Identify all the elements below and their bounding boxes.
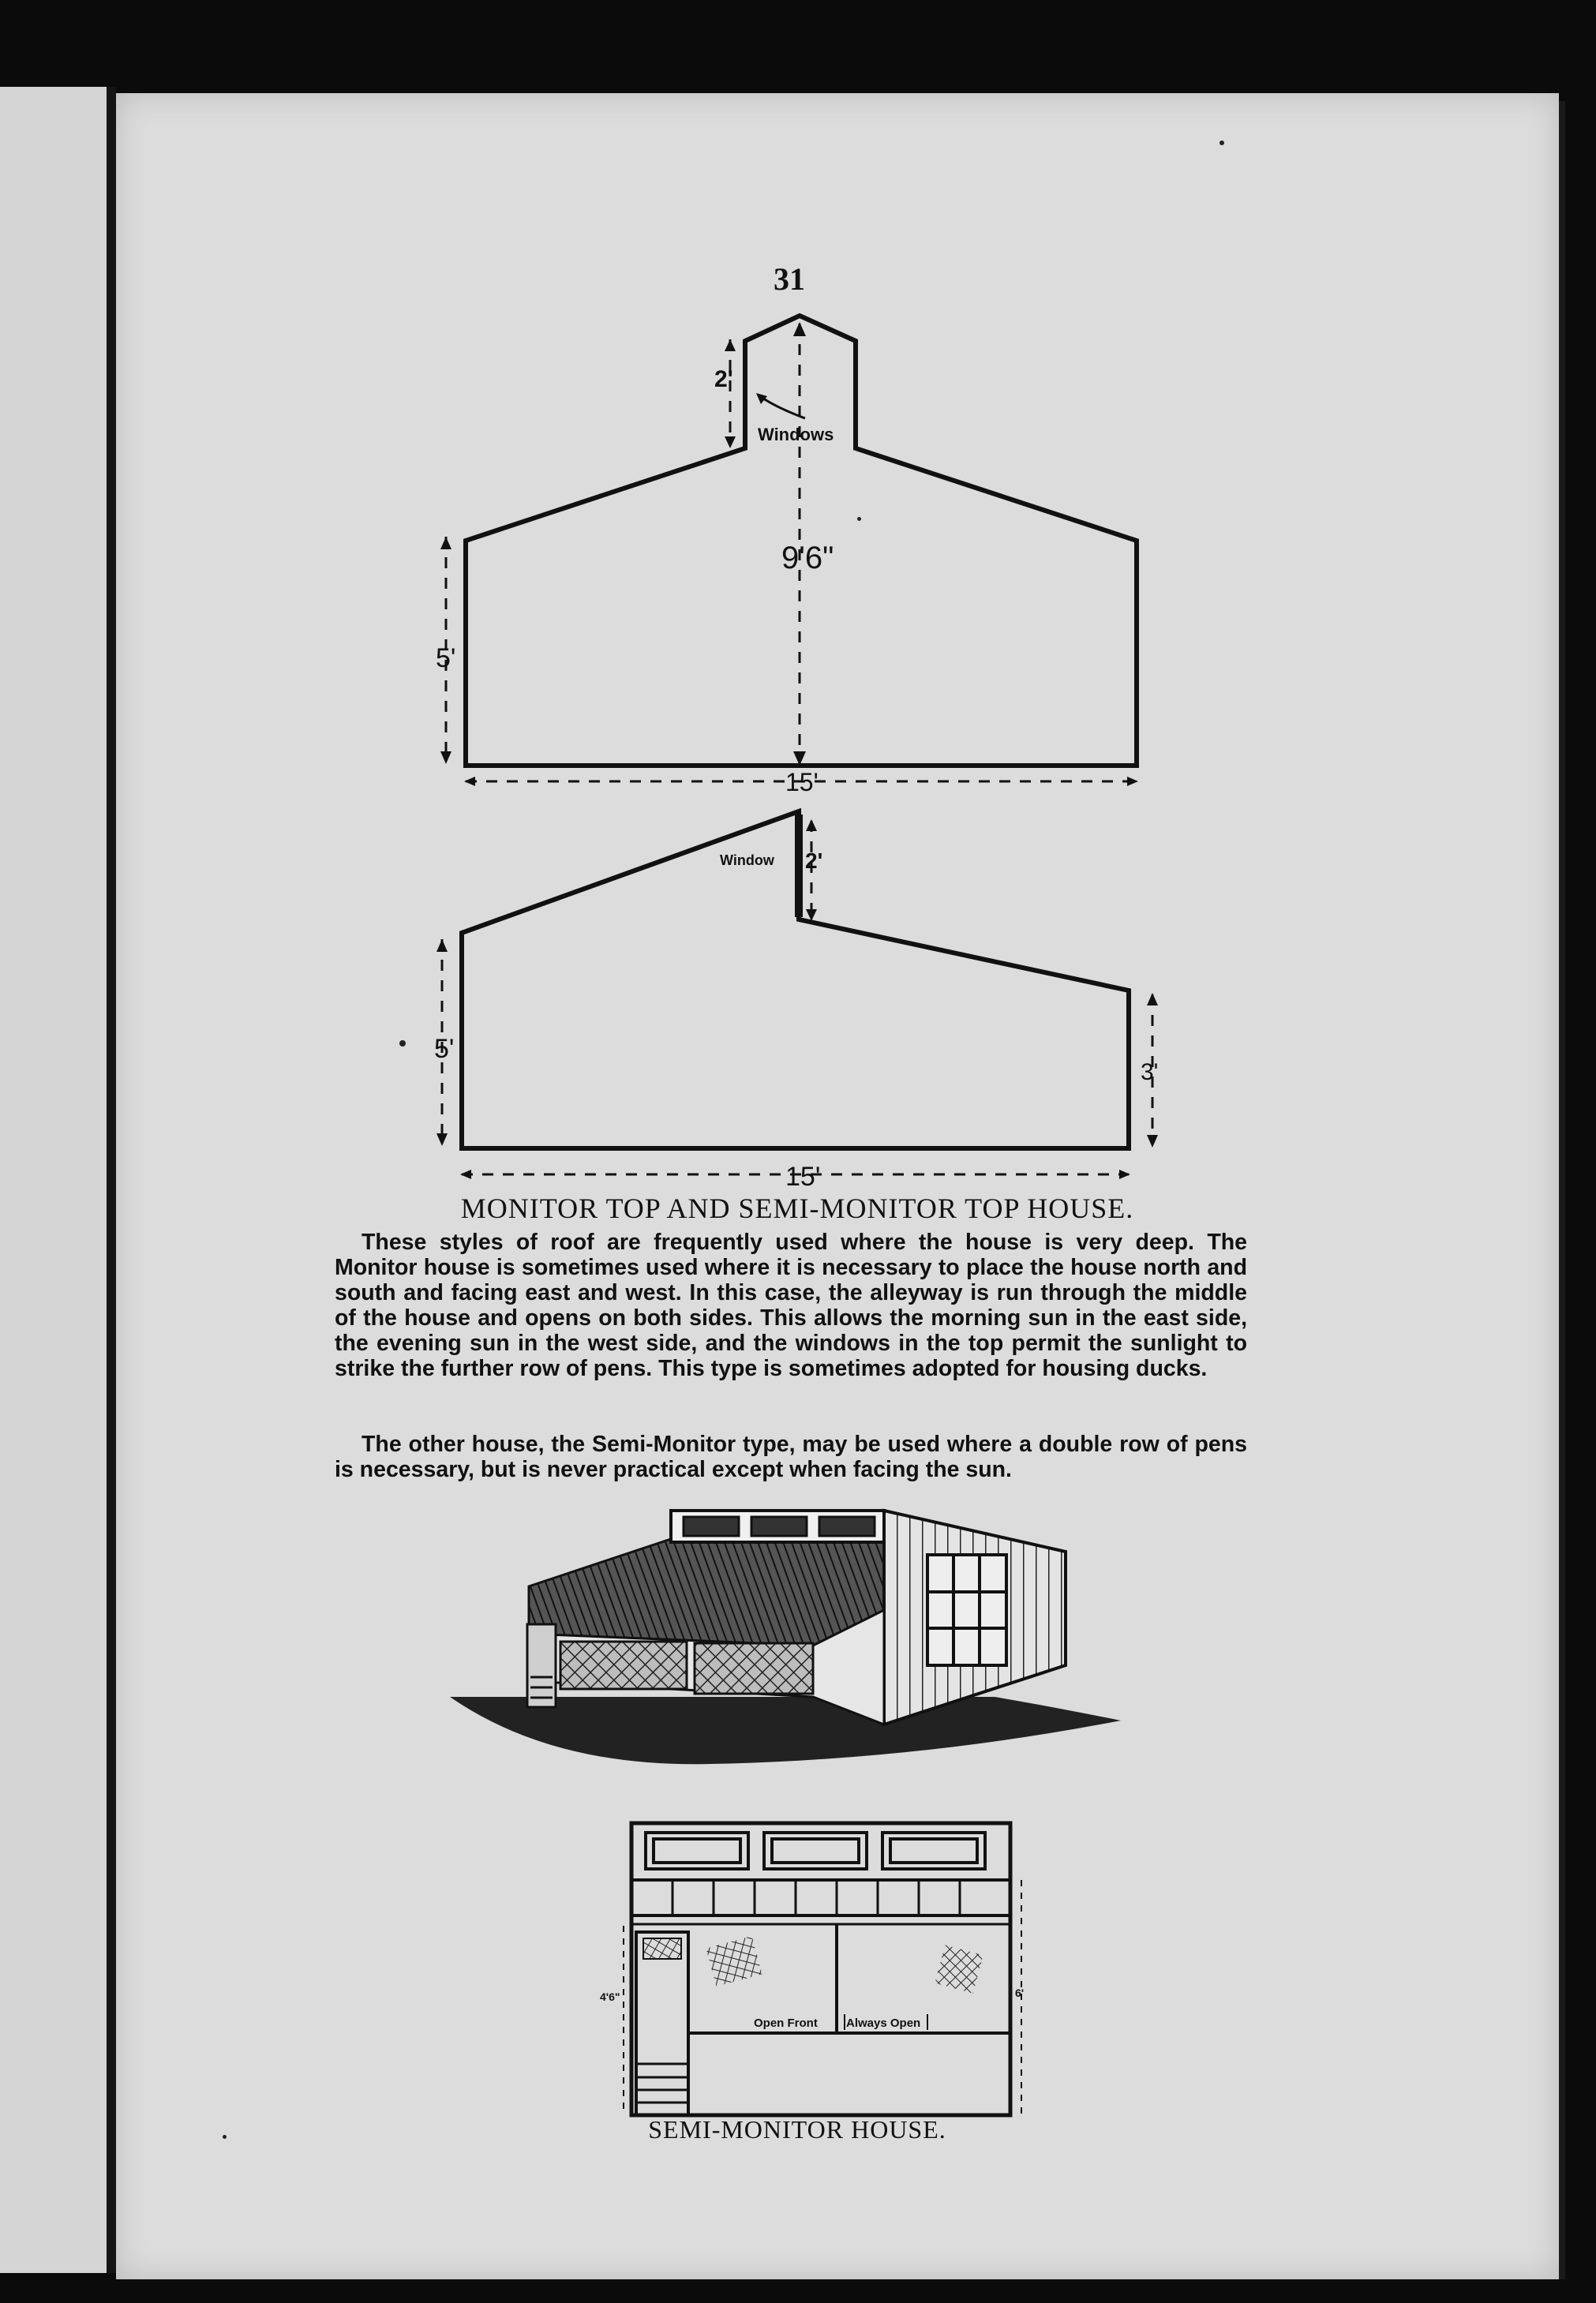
width-label: 15' bbox=[785, 768, 819, 796]
scan-speck bbox=[1219, 140, 1224, 145]
wire-front-panel bbox=[695, 1643, 813, 1694]
monitor-house-diagram bbox=[426, 308, 1184, 797]
semi-monitor-house-illustration bbox=[442, 1507, 1168, 1776]
windows-label: Windows bbox=[758, 425, 834, 444]
left-height-label: 4'6" bbox=[600, 1990, 620, 2003]
arrow-head bbox=[440, 751, 451, 764]
door bbox=[527, 1624, 556, 1707]
panel-dividers bbox=[672, 1880, 960, 1915]
arrow-head bbox=[793, 322, 806, 336]
arrow-head bbox=[1127, 777, 1138, 786]
arrow-head bbox=[436, 939, 448, 952]
arrow-head bbox=[1119, 1170, 1130, 1179]
right-height-label: 6' bbox=[1015, 1987, 1025, 1999]
body-paragraph-1: These styles of roof are frequently used where the house is very deep. The Monitor house is sometimes used where it is necessary to place the house north and south and facing east and west. In this case, the alleyway is run through the middle of the house and opens on both sides. This allows the morning sun in the east side, the evening sun in the west side, and the windows in the top permit the sunlight to strike the further row of pens. This type is sometimes adopted for housing ducks. bbox=[335, 1230, 1247, 1381]
facing-page-edge bbox=[0, 87, 107, 2273]
section-heading: MONITOR TOP AND SEMI-MONITOR TOP HOUSE. bbox=[460, 1193, 1134, 1224]
scan-speck bbox=[223, 2135, 227, 2139]
back-height-label: 3' bbox=[1141, 1059, 1159, 1085]
figure-caption: SEMI-MONITOR HOUSE. bbox=[648, 2115, 946, 2144]
window-label: Window bbox=[720, 852, 774, 868]
page-edge-shadow bbox=[1559, 101, 1565, 2279]
front-height-label: 5' bbox=[434, 1034, 455, 1064]
monitor-height-label: 2' bbox=[714, 366, 733, 392]
page-gutter bbox=[107, 87, 116, 2273]
open-front-label: Open Front bbox=[754, 2017, 818, 2030]
body-paragraph-2: The other house, the Semi-Monitor type, may be used where a double row of pens is necessary, but is never practical except when facing the sun. bbox=[335, 1432, 1247, 1482]
door-steps bbox=[636, 2064, 688, 2103]
monitor-height-label: 2' bbox=[805, 848, 823, 873]
page-number: 31 bbox=[774, 261, 805, 297]
semi-monitor-house-diagram bbox=[426, 797, 1184, 1192]
arrow-head bbox=[1147, 993, 1158, 1005]
arrow-head bbox=[725, 436, 736, 448]
wall-height-label: 5' bbox=[436, 643, 456, 673]
monitor-window bbox=[684, 1517, 739, 1536]
arrow-head bbox=[806, 819, 817, 831]
end-window bbox=[927, 1555, 1006, 1665]
arrow-head bbox=[464, 777, 475, 786]
always-open-label: Always Open bbox=[846, 2017, 921, 2030]
roof bbox=[529, 1539, 884, 1646]
arrow-head bbox=[725, 339, 736, 351]
center-height-label: 9'6" bbox=[781, 541, 834, 575]
arrow-head bbox=[1147, 1135, 1158, 1148]
arrow-head bbox=[460, 1170, 471, 1179]
width-label: 15' bbox=[785, 1162, 821, 1192]
monitor-window bbox=[819, 1517, 875, 1536]
arrow-head bbox=[440, 537, 451, 549]
wire-front-panel bbox=[560, 1642, 687, 1689]
arrow-head bbox=[436, 1133, 448, 1146]
scan-speck bbox=[399, 1040, 406, 1047]
front-elevation-drawing bbox=[600, 1807, 1042, 2123]
monitor-window bbox=[751, 1517, 807, 1536]
